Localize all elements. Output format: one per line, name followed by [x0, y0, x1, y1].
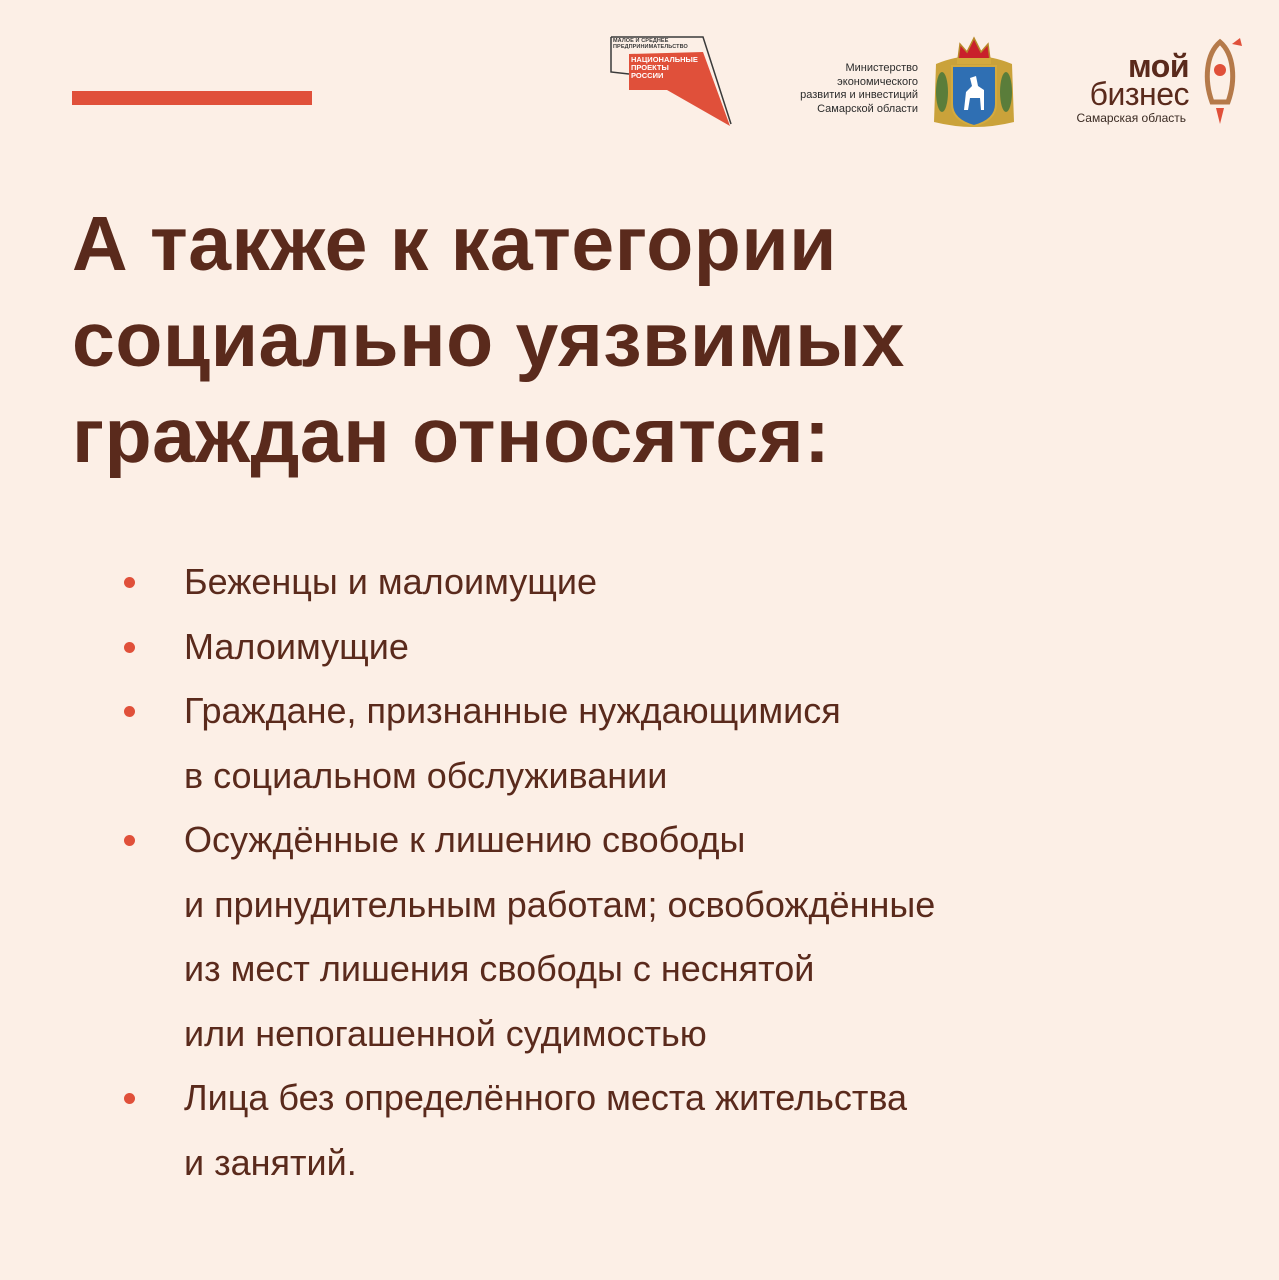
national-projects-top-text	[613, 38, 703, 50]
ministry-name	[760, 62, 918, 116]
page-title	[72, 196, 1222, 484]
list-item-text: Осуждённые к лишению свободы	[184, 819, 746, 860]
list-item-text: Граждане, признанные нуждающимися	[184, 690, 841, 731]
list-item-text: Лица без определённого места жительства	[184, 1077, 908, 1118]
category-list	[0, 550, 1279, 1195]
national-projects-main-text	[631, 56, 701, 80]
list-item	[0, 550, 1279, 615]
bullet-icon	[124, 706, 135, 717]
title-line: граждан относятся:	[72, 393, 831, 479]
title-line: А также к категории	[72, 201, 837, 287]
np-main-line: РОССИИ	[631, 71, 664, 80]
list-item	[0, 615, 1279, 680]
moy-biznes-logo-text	[1055, 48, 1189, 112]
np-main-line: ПРОЕКТЫ	[631, 63, 669, 72]
ministry-line: Министерство	[845, 62, 918, 74]
national-projects-logo	[609, 36, 733, 128]
list-item-text: в социальном обслуживании	[184, 754, 668, 796]
samara-coat-of-arms-icon	[930, 34, 1018, 132]
list-item	[0, 679, 1279, 808]
rocket-icon	[1196, 36, 1248, 126]
np-top-line: МАЛОЕ И СРЕДНЕЕ	[613, 38, 669, 44]
bullet-icon	[124, 577, 135, 588]
list-item-text: Малоимущие	[184, 625, 409, 667]
list-item	[0, 1066, 1279, 1195]
list-item-text: и принудительным работам; освобождённые	[184, 883, 936, 925]
ministry-line: экономического	[837, 75, 918, 88]
biznes-word: бизнес	[1089, 76, 1189, 112]
list-item-text: и занятий.	[184, 1141, 357, 1183]
np-top-line: ПРЕДПРИНИМАТЕЛЬСТВО	[613, 44, 688, 50]
bullet-icon	[124, 1093, 135, 1104]
accent-bar	[72, 91, 312, 105]
bullet-icon	[124, 835, 135, 846]
np-main-line: НАЦИОНАЛЬНЫЕ	[631, 55, 698, 64]
list-item-text: из мест лишения свободы с неснятой	[184, 948, 815, 989]
moy-word: мой	[1128, 48, 1189, 84]
ministry-line: развития и инвестиций	[800, 89, 918, 101]
bullet-icon	[124, 642, 135, 653]
list-item-text: Беженцы и малоимущие	[184, 561, 598, 602]
list-item-text: или непогашенной судимостью	[184, 1012, 707, 1054]
ministry-line: Самарской области	[817, 102, 918, 115]
list-item	[0, 808, 1279, 1066]
title-line: социально уязвимых	[72, 297, 905, 383]
moy-biznes-region: Самарская область	[1076, 111, 1186, 125]
